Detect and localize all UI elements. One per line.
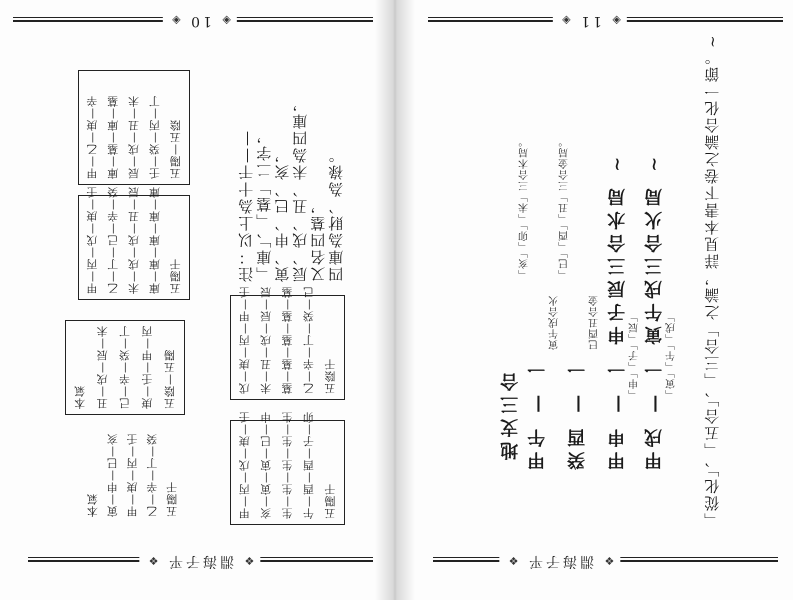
stem-branch-table [65, 320, 185, 415]
body-text-column: 又名四墓， [309, 197, 328, 282]
book-title: 淵海子平 [166, 553, 234, 569]
long-note-column: 「從化」、「五合」、「三合」之論，詳見本書下卷之論合化一節。∼ [703, 33, 722, 528]
body-text-column: 「庫」、「墓」二字， [255, 127, 274, 282]
pillar-note: 巳酉丑合金 [589, 295, 601, 350]
table-column: 生—生—生—生—生 [281, 411, 295, 519]
table-column: 本氣 [73, 385, 87, 409]
pillar-note: 寅午戌合火 [549, 295, 561, 350]
pillar-column: 甲申 — 一 申子辰三合水局 ∼ [607, 151, 629, 470]
body-text-column: 辰、戌、丑、未為四庫， [291, 95, 310, 282]
table-column: 乙—辛—丁—癸 [145, 433, 159, 517]
table-column: 本氣 [86, 493, 100, 517]
stem-branch-table [78, 70, 190, 185]
table-column: 丑—戌—辰—未 [96, 325, 110, 409]
table-column: 庚—壬—甲—丙 [140, 325, 154, 409]
table-column: 甲—丙—戊—庚—壬 [238, 411, 252, 519]
table-column: 五陰—五陽 [163, 349, 177, 409]
ornament-icon: ❖ [145, 554, 159, 567]
page-number: 10 [188, 13, 212, 29]
table-column: 辰—戌—丑—未 [127, 95, 141, 179]
table-column: 甲—乙—庚—辛 [85, 95, 99, 179]
table-column: 乙—辛—丁—癸—己 [302, 286, 316, 394]
page-number-page-11 [553, 12, 627, 29]
table-column: 己—辛—癸—丁 [118, 325, 132, 409]
table-column: 庫—庫—庫—庫—庫 [148, 186, 162, 294]
ornament-icon: ❖ [601, 554, 615, 567]
ornament-icon: ◈ [219, 14, 231, 27]
pillar-column: 甲午 — 一 [527, 355, 549, 470]
pillar-column: 癸酉 — 一 [567, 355, 589, 470]
ornament-icon: ◈ [609, 14, 621, 27]
ornament-icon: ❖ [241, 554, 255, 567]
table-column: 五陽干 [323, 483, 337, 519]
book-gutter [375, 0, 415, 600]
section-title: 地支三合 [500, 368, 522, 460]
table-column: 午—酉—酉—子—卯 [302, 411, 316, 519]
table-column: 五陽干 [165, 481, 179, 517]
table-column: 寅—申—巳—亥 [106, 433, 120, 517]
table-column: 戊—庚—丙—甲—壬 [238, 286, 252, 394]
side-note: 「亥」「卯」「未」三合木局。 [519, 136, 531, 280]
stem-branch-table [80, 430, 185, 522]
table-column: 亥—寅—寅—巳—申 [259, 411, 273, 519]
ornament-icon: ❖ [505, 554, 519, 567]
pillar-note: 「申」「子」「辰」 [629, 311, 641, 400]
table-column: 壬—癸—丙—丁 [148, 95, 162, 179]
body-text-column: 四庫為財、為祿。 [327, 146, 346, 282]
page-number: 11 [578, 13, 602, 29]
pillar-note: 「寅」「午」「戌」 [666, 311, 678, 400]
body-text-column: 寅、申、巳、亥， [273, 146, 292, 282]
table-column: 墓—墓—墓—墓—墓 [281, 286, 295, 394]
page-number-page-10 [163, 12, 237, 29]
stem-branch-table [230, 411, 345, 525]
book-title: 淵海子平 [526, 553, 594, 569]
table-column: 甲—庚—丙—壬 [126, 433, 140, 517]
table-column: 庫—墓—庫—墓 [106, 95, 120, 179]
ornament-icon: ◈ [559, 14, 571, 27]
table-column: 五陰干 [323, 358, 337, 394]
table-column: 五陽干 [169, 258, 183, 294]
body-text-column: 注：以上為十干—— [237, 129, 256, 282]
stem-branch-table [78, 186, 190, 300]
table-column: 未—戌—戌—丑—辰 [127, 186, 141, 294]
table-column: 五陽—五陰 [169, 119, 183, 179]
pillar-column: 甲戌 — 一 寅午戌三合火局 ∼ [644, 151, 666, 470]
running-header-page-10 [140, 552, 261, 569]
table-column: 未—丑—戌—辰—辰 [259, 286, 273, 394]
ornament-icon: ◈ [169, 14, 181, 27]
stem-branch-table [230, 286, 345, 400]
table-column: 乙—丁—己—辛—癸 [106, 186, 120, 294]
running-header-page-11 [500, 552, 621, 569]
side-note: 「巳」「酉」「丑」三合金局。 [559, 136, 571, 280]
table-column: 甲—丙—戊—庚—壬 [85, 186, 99, 294]
